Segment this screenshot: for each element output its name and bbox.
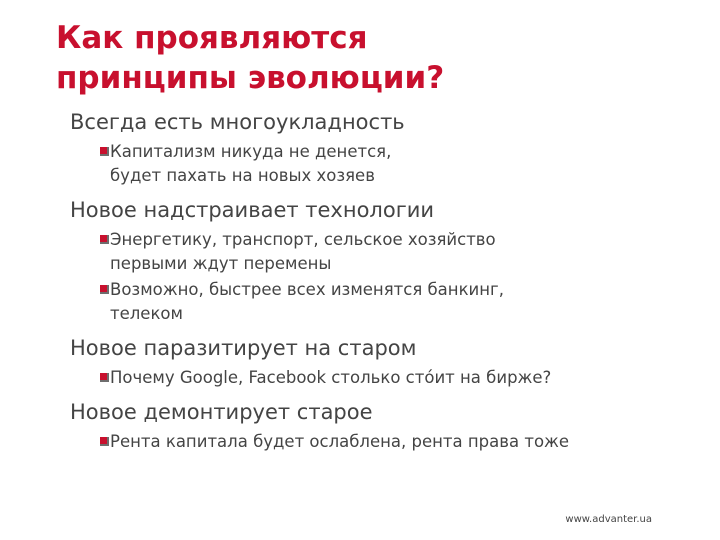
- section-technologies: [70, 194, 700, 326]
- sub-item: [110, 364, 700, 390]
- square-bullet-icon: [100, 437, 109, 446]
- sub-item: [110, 428, 700, 454]
- slide-title-line-2: принципы эволюции?: [56, 60, 445, 96]
- square-bullet-icon: [100, 235, 109, 244]
- section-heading: Новое демонтирует старое: [70, 400, 373, 424]
- section-multistructure: [70, 106, 700, 188]
- sub-item-line-1: Почему Google, Facebook столько стóит на бирже?: [110, 368, 552, 387]
- sub-item: [110, 138, 700, 188]
- sub-item-line-1: Энергетику, транспорт, сельское хозяйство: [110, 230, 496, 249]
- sub-item-line-2: телеком: [110, 304, 183, 323]
- square-bullet-icon: [100, 147, 109, 156]
- sub-item: [110, 276, 700, 326]
- section-dismantles: [70, 396, 700, 454]
- section-heading: Новое паразитирует на старом: [70, 336, 417, 360]
- footer-url: www.advanter.ua: [565, 514, 652, 525]
- sub-item: [110, 226, 700, 276]
- section-parasitizes: [70, 332, 700, 390]
- section-heading: Всегда есть многоукладность: [70, 110, 405, 134]
- square-bullet-icon: [100, 285, 109, 294]
- slide-title: [56, 18, 676, 98]
- sub-item-line-1: Возможно, быстрее всех изменятся банкинг,: [110, 280, 504, 299]
- bullet-list: [70, 106, 700, 454]
- sub-item-line-2: будет пахать на новых хозяев: [110, 166, 375, 185]
- sub-item-line-1: Капитализм никуда не денется,: [110, 142, 392, 161]
- section-heading: Новое надстраивает технологии: [70, 198, 435, 222]
- slide-title-line-1: Как проявляются: [56, 20, 368, 56]
- square-bullet-icon: [100, 373, 109, 382]
- sub-item-line-2: первыми ждут перемены: [110, 254, 332, 273]
- sub-item-line-1: Рента капитала будет ослаблена, рента права тоже: [110, 432, 570, 451]
